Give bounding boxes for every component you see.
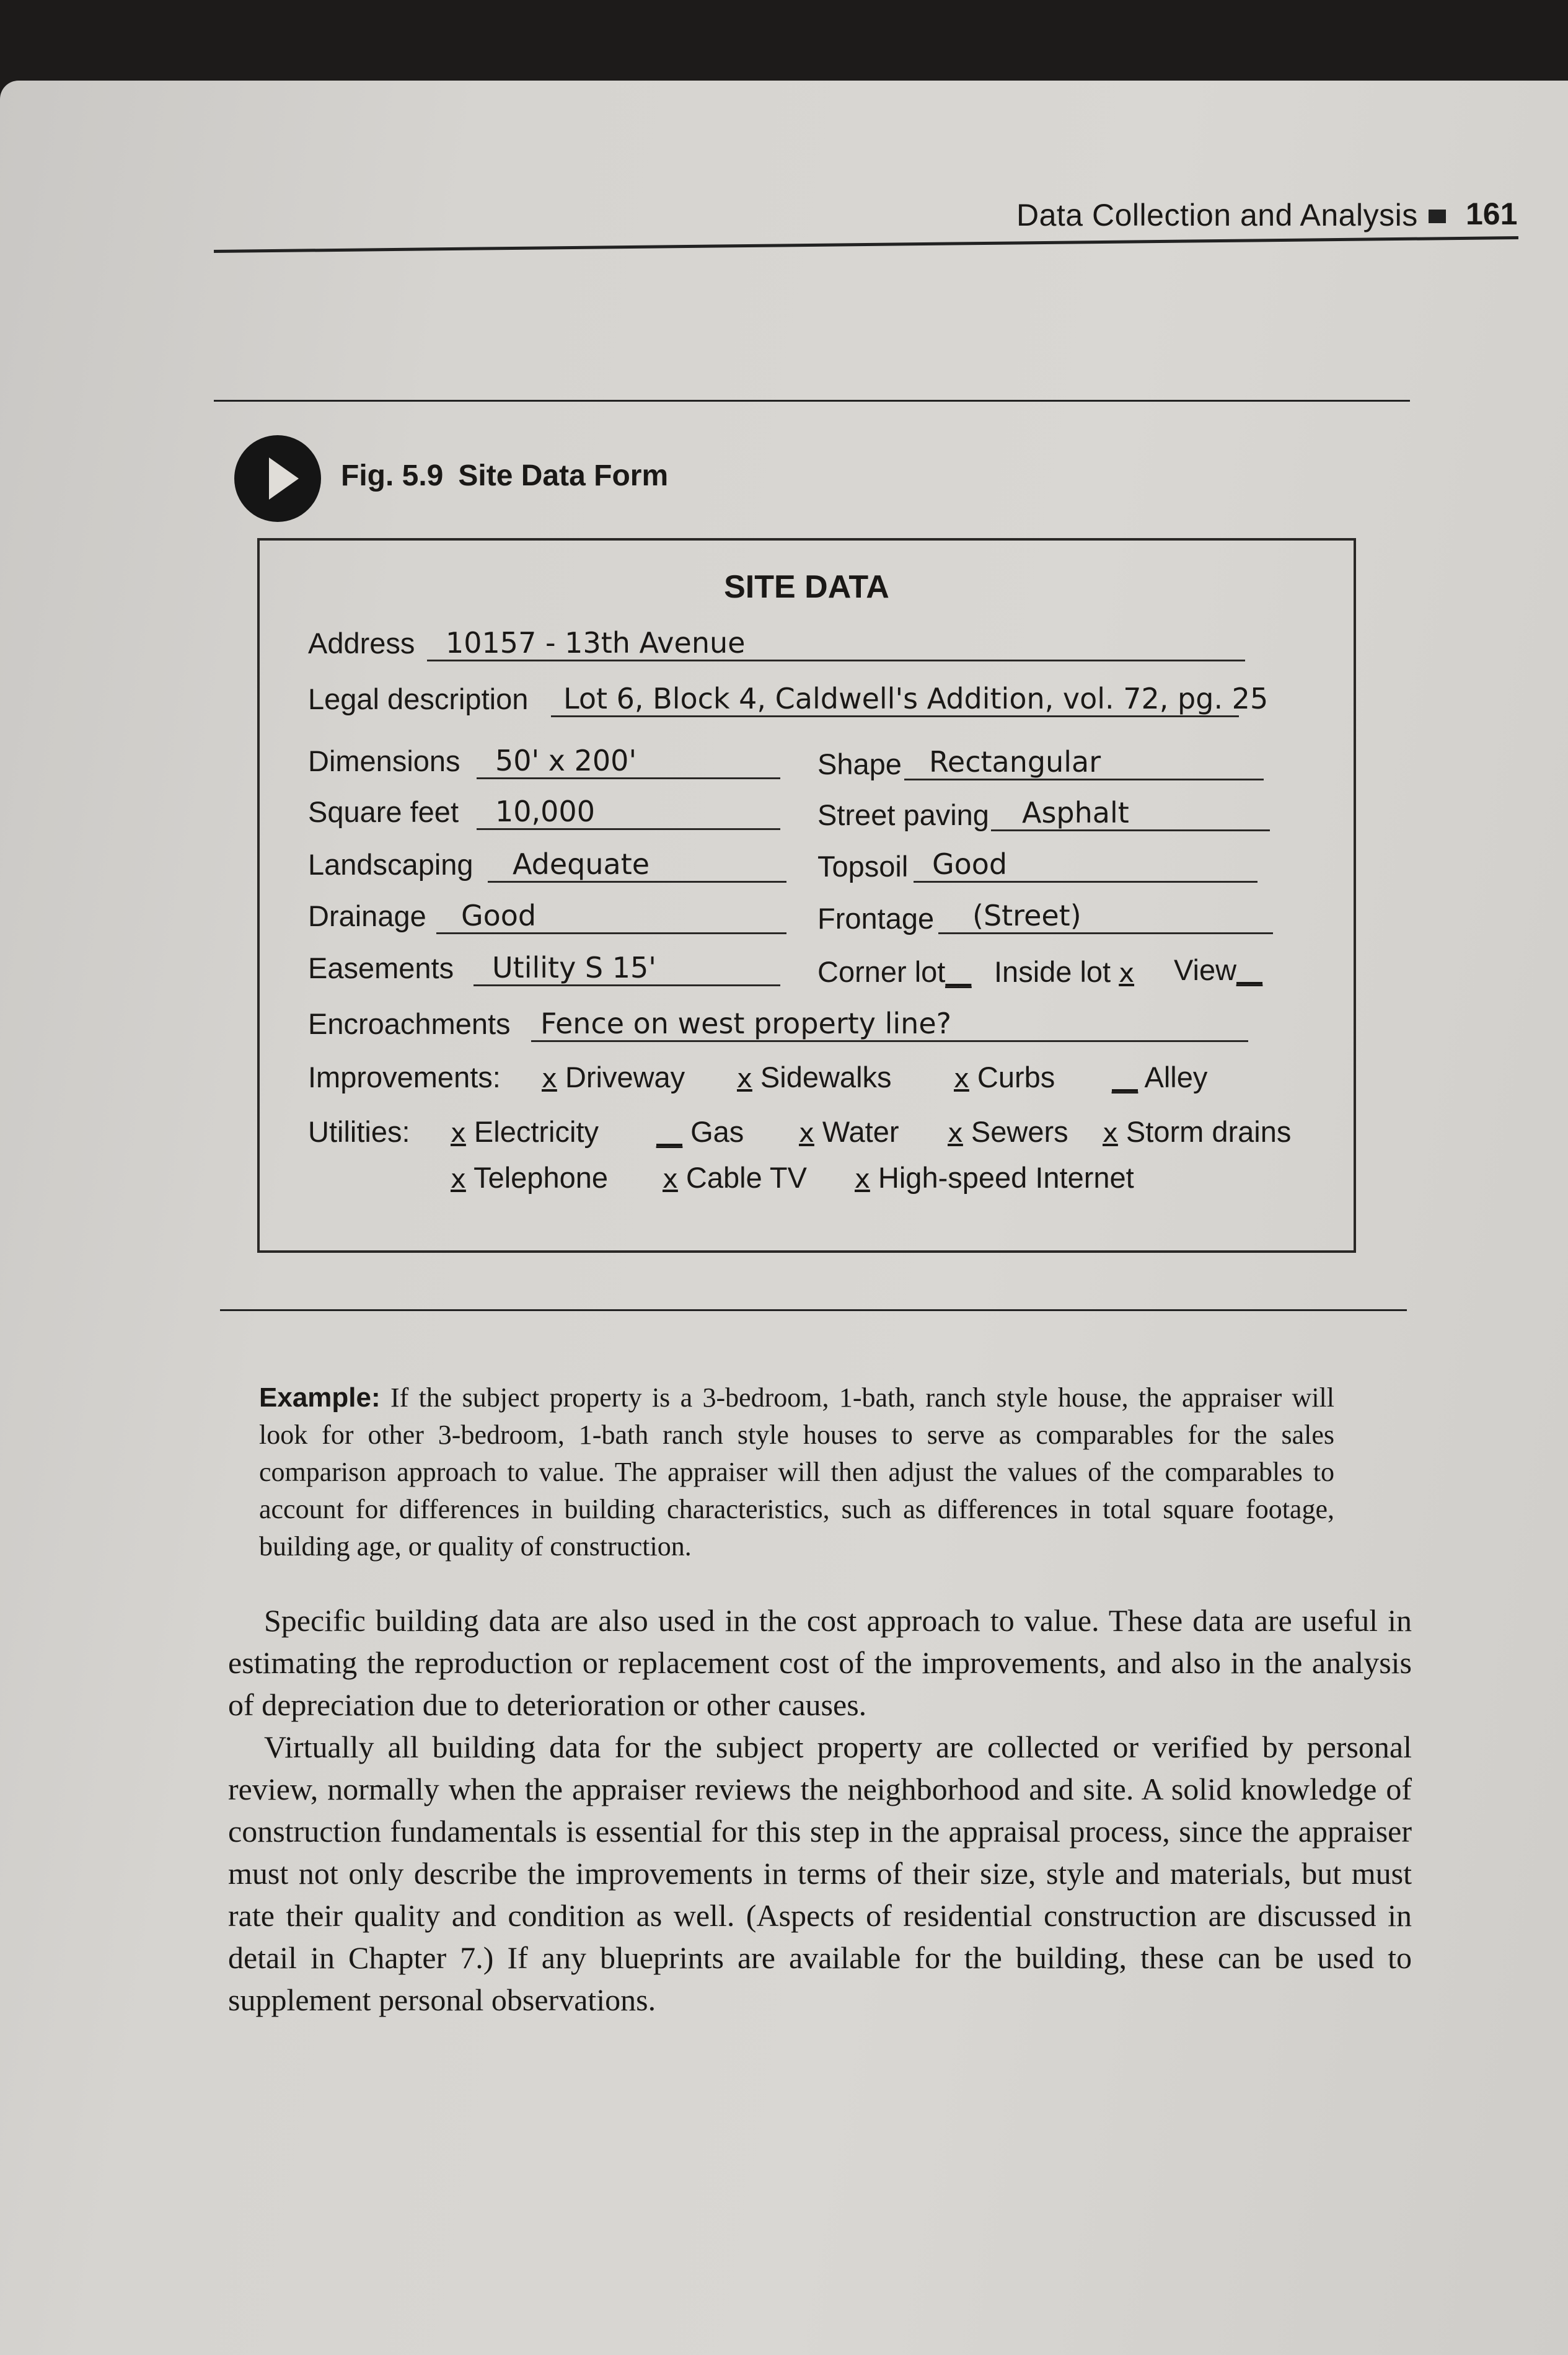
- landscaping-label: Landscaping: [308, 848, 473, 881]
- utility-gas: [656, 1115, 744, 1149]
- example-box: [259, 1379, 1334, 1565]
- improvement-mark: x: [542, 1063, 557, 1094]
- utility-mark: x: [1103, 1118, 1118, 1148]
- body-text: [228, 1599, 1412, 2021]
- easements-label: Easements: [308, 952, 454, 984]
- form-title: SITE DATA: [724, 569, 889, 605]
- improvement-mark: __: [1112, 1063, 1138, 1094]
- utility-label: Telephone: [473, 1161, 608, 1194]
- improvements-label: Improvements:: [308, 1061, 501, 1094]
- improvement-label: Sidewalks: [760, 1061, 892, 1094]
- encroachments-label: Encroachments: [308, 1007, 511, 1040]
- improvement-label: Driveway: [565, 1061, 685, 1094]
- utility-label: Storm drains: [1125, 1115, 1292, 1148]
- inside-lot-option: [994, 955, 1134, 989]
- figure-bottom-rule: [220, 1309, 1407, 1311]
- utility-sewers: [948, 1115, 1068, 1149]
- shape-value: Rectangular: [904, 745, 1264, 780]
- corner-lot-option: [817, 955, 971, 989]
- improvement-curbs: [954, 1060, 1055, 1094]
- running-header: Data Collection and Analysis: [1016, 198, 1418, 232]
- legal-description-value: Lot 6, Block 4, Caldwell's Addition, vol. 72, pg. 25: [551, 682, 1239, 717]
- drainage-value: Good: [436, 899, 786, 934]
- view-mark: __: [1236, 956, 1263, 986]
- address-value: 10157 - 13th Avenue: [427, 626, 1245, 661]
- utility-label: Gas: [690, 1115, 744, 1148]
- improvement-alley: [1112, 1060, 1207, 1094]
- utility-high-speed-internet: [855, 1160, 1134, 1195]
- page-number: 161: [1466, 197, 1518, 231]
- utility-label: High-speed Internet: [878, 1161, 1134, 1194]
- easements-value: Utility S 15': [473, 951, 780, 986]
- paragraph: Virtually all building data for the subject property are collected or verified by personal review, normally when the appraiser reviews the neighborhood and site. A solid knowledge of construction fundamentals is essential for this step in the appraisal process, since the appraiser must not only describe the improvements in terms of their size, style and materials, but must rate their quality and condition as well. (Aspects of residential construction are discussed in detail in Chapter 7.) If any blueprints are available for the building, these can be used to supplement personal observations.: [228, 1730, 1412, 2017]
- figure-title: Site Data Form: [458, 459, 669, 492]
- utility-mark: x: [948, 1118, 963, 1148]
- topsoil-value: Good: [914, 847, 1257, 883]
- improvement-mark: x: [737, 1063, 752, 1094]
- improvement-sidewalks: [737, 1060, 892, 1094]
- utility-mark: x: [451, 1164, 466, 1194]
- figure-caption: [341, 459, 683, 493]
- landscaping-value: Adequate: [488, 847, 786, 883]
- inside-lot-mark: x: [1119, 958, 1135, 988]
- figure-top-rule: [214, 400, 1410, 402]
- view-label: View: [1174, 953, 1237, 986]
- street-paving-label: Street paving: [817, 798, 989, 831]
- utility-telephone: [451, 1160, 608, 1195]
- square-feet-label: Square feet: [308, 795, 459, 828]
- utility-storm-drains: [1103, 1115, 1291, 1149]
- example-text: If the subject property is a 3-bedroom, 1-bath, ranch style house, the appraiser will look for other 3-bedroom, 1-bath ranch style houses to serve as comparables for the sales comparison approach to value. The appraiser will then adjust the values of the comparables to account for differences in building characteristics, such as differences in total square footage, building age, or quality of construction.: [259, 1382, 1334, 1562]
- shape-label: Shape: [817, 748, 902, 780]
- utility-mark: x: [451, 1118, 466, 1148]
- utility-mark: x: [799, 1118, 814, 1148]
- improvement-label: Curbs: [977, 1061, 1055, 1094]
- dimensions-value: 50' x 200': [477, 744, 780, 779]
- utilities-label: Utilities:: [308, 1115, 410, 1148]
- frontage-label: Frontage: [817, 902, 935, 935]
- corner-lot-label: Corner lot: [817, 955, 946, 988]
- utility-water: [799, 1115, 899, 1149]
- inside-lot-label: Inside lot: [994, 955, 1111, 988]
- utility-mark: x: [855, 1164, 870, 1194]
- utility-electricity: [451, 1115, 599, 1149]
- paragraph: Specific building data are also used in the cost approach to value. These data are useful in estimating the reproduction or replacement cost of the improvements, and also in the analysis of depreciation due to deterioration or other causes.: [228, 1603, 1412, 1722]
- utility-cable-tv: [663, 1160, 807, 1195]
- improvement-driveway: [542, 1060, 685, 1094]
- utility-label: Electricity: [473, 1115, 599, 1148]
- figure-number: Fig. 5.9: [341, 459, 444, 492]
- header-square-icon: [1429, 210, 1446, 223]
- topsoil-label: Topsoil: [817, 850, 909, 883]
- square-feet-value: 10,000: [477, 795, 780, 830]
- address-label: Address: [308, 627, 415, 660]
- utility-mark: x: [663, 1164, 678, 1194]
- play-arrow-icon: [234, 435, 321, 522]
- frontage-value: (Street): [938, 899, 1273, 934]
- legal-description-label: Legal description: [308, 683, 529, 715]
- dimensions-label: Dimensions: [308, 744, 460, 777]
- improvement-label: Alley: [1144, 1061, 1208, 1094]
- example-lead: Example:: [259, 1382, 381, 1413]
- encroachments-value: Fence on west property line?: [531, 1007, 1248, 1042]
- utility-label: Sewers: [971, 1115, 1068, 1148]
- utility-label: Water: [822, 1115, 899, 1148]
- utility-mark: __: [656, 1118, 682, 1148]
- corner-lot-mark: __: [945, 958, 972, 988]
- view-option: [1174, 953, 1262, 987]
- improvement-mark: x: [954, 1063, 969, 1094]
- drainage-label: Drainage: [308, 899, 426, 932]
- site-data-form: [257, 538, 1356, 1253]
- utility-label: Cable TV: [685, 1161, 807, 1194]
- street-paving-value: Asphalt: [991, 796, 1270, 831]
